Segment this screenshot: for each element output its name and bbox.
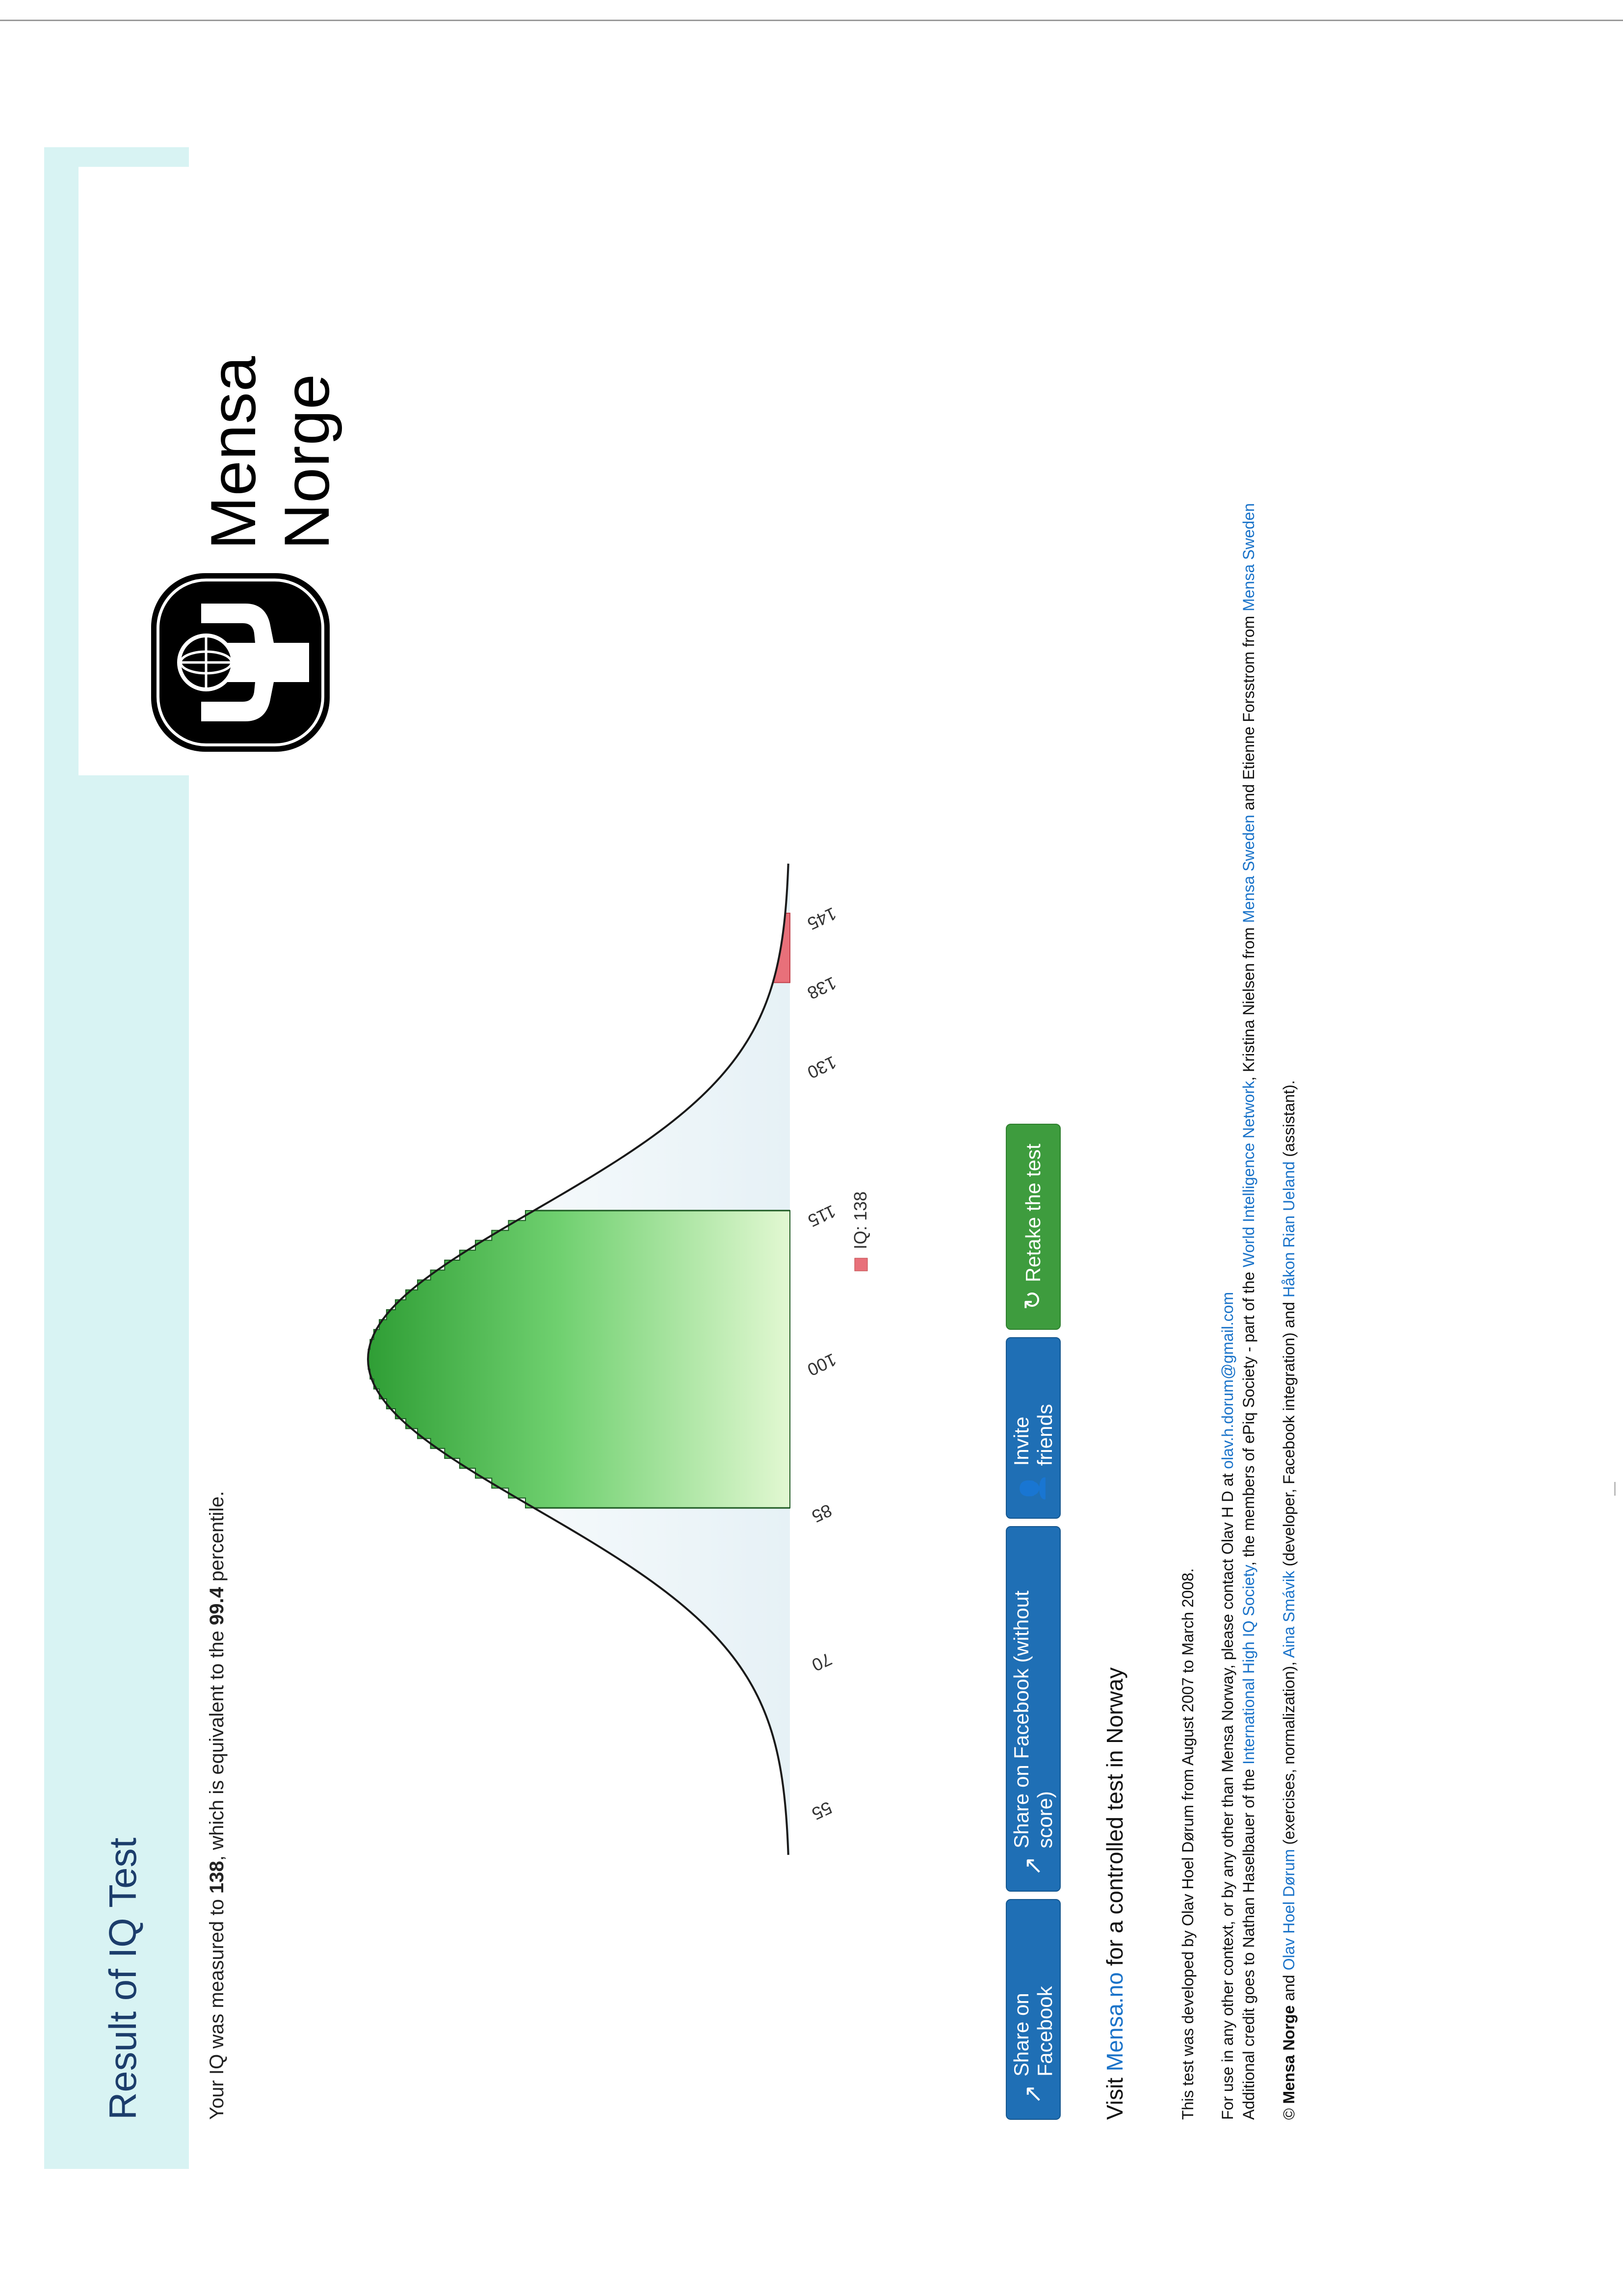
x-tick-label: 138 (804, 973, 840, 1004)
percentile-value: 99.4 (206, 1587, 228, 1625)
user-icon: 👤 (1020, 1474, 1046, 1503)
score-intro: Your IQ was measured to (206, 1894, 228, 2120)
visit-prefix: Visit (1102, 2071, 1127, 2120)
retake-test-button[interactable] (1006, 1124, 1061, 1330)
share-facebook-noscore-label: Share on Facebook (without score) (1010, 1590, 1056, 1848)
developer-link[interactable]: Aina Smávik (1280, 1570, 1298, 1658)
retake-test-label: Retake the test (1021, 1143, 1045, 1283)
legend-label: IQ: 138 (850, 1191, 870, 1249)
x-tick-label: 100 (804, 1349, 840, 1380)
assistant-link[interactable]: Håkon Rian Ueland (1280, 1161, 1298, 1298)
ihiq-link[interactable]: International High IQ Society (1240, 1566, 1258, 1765)
additional-credit (1238, 304, 1259, 2120)
copyright-org: Mensa Norge (1280, 2005, 1298, 2104)
visit-line (1101, 1667, 1128, 2120)
x-tick-label: 145 (804, 903, 840, 934)
share-facebook-noscore-button[interactable] (1006, 1526, 1061, 1892)
x-tick-label: 55 (809, 1797, 836, 1824)
additional-middle: , the members of ePiq Society - part of the (1240, 1267, 1258, 1566)
iq-distribution-chart (44, 147, 1025, 2169)
invite-friends-button[interactable] (1006, 1337, 1061, 1519)
highlight-band (368, 1211, 790, 1508)
score-middle: , which is equivalent to the (206, 1625, 228, 1861)
copyright-symbol: © (1280, 2108, 1298, 2120)
rotated-page (44, 147, 1447, 2169)
additional-prefix: Additional credit goes to Nathan Haselbauer of the (1240, 1764, 1258, 2120)
share-icon: ↗ (1020, 2084, 1046, 2104)
invite-friends-label: Invite friends (1010, 1404, 1056, 1466)
x-tick-label: 70 (809, 1649, 836, 1676)
email-link[interactable]: olav.h.dorum@gmail.com (1219, 1292, 1237, 1469)
author-role: (exercises, normalization), (1280, 1658, 1298, 1849)
use-note (1217, 304, 1238, 2120)
share-facebook-button[interactable] (1006, 1899, 1061, 2120)
page-title: Result of IQ Test (101, 1837, 144, 2120)
additional-middle2: , Kristina Nielsen from (1240, 923, 1258, 1081)
additional-middle3: and Etienne Forsstrom from (1240, 611, 1258, 815)
win-link[interactable]: World Intelligence Network (1240, 1081, 1258, 1267)
copyright-and: and (1280, 1970, 1298, 2006)
visit-suffix: for a controlled test in Norway (1102, 1667, 1127, 1973)
x-tick-label: 85 (809, 1500, 836, 1527)
credits-section (1178, 304, 1318, 2120)
developer-role: (developer, Facebook integration) and (1280, 1297, 1298, 1571)
scan-edge-line (0, 20, 1623, 21)
developed-note: This test was developed by Olav Hoel Dørum from August 2007 to March 2008. (1179, 1568, 1197, 2120)
score-suffix: percentile. (206, 1491, 228, 1587)
mensa-no-link[interactable]: Mensa.no (1102, 1972, 1127, 2072)
refresh-icon: ↻ (1020, 1290, 1046, 1310)
scan-mark (1614, 1482, 1616, 1496)
mensa-sweden-link-1[interactable]: Mensa Sweden (1240, 815, 1258, 923)
use-prefix: For use in any other context, or by any other than Mensa Norway, please contact Olav H D at (1219, 1469, 1237, 2120)
assistant-role: (assistant). (1280, 1080, 1298, 1161)
copyright-line (1279, 304, 1300, 2120)
mensa-sweden-link-2[interactable]: Mensa Sweden (1240, 503, 1258, 611)
logo-text: Mensa Norge (197, 355, 342, 550)
iq-value: 138 (206, 1861, 228, 1894)
legend-swatch (855, 1258, 867, 1271)
x-tick-label: 130 (804, 1052, 840, 1083)
credits-block (1217, 304, 1259, 2120)
share-icon: ↗ (1020, 1856, 1046, 1876)
author-link[interactable]: Olav Hoel Dørum (1280, 1849, 1298, 1971)
share-facebook-label: Share on Facebook (1010, 1986, 1056, 2077)
x-tick-label: 115 (805, 1201, 839, 1232)
